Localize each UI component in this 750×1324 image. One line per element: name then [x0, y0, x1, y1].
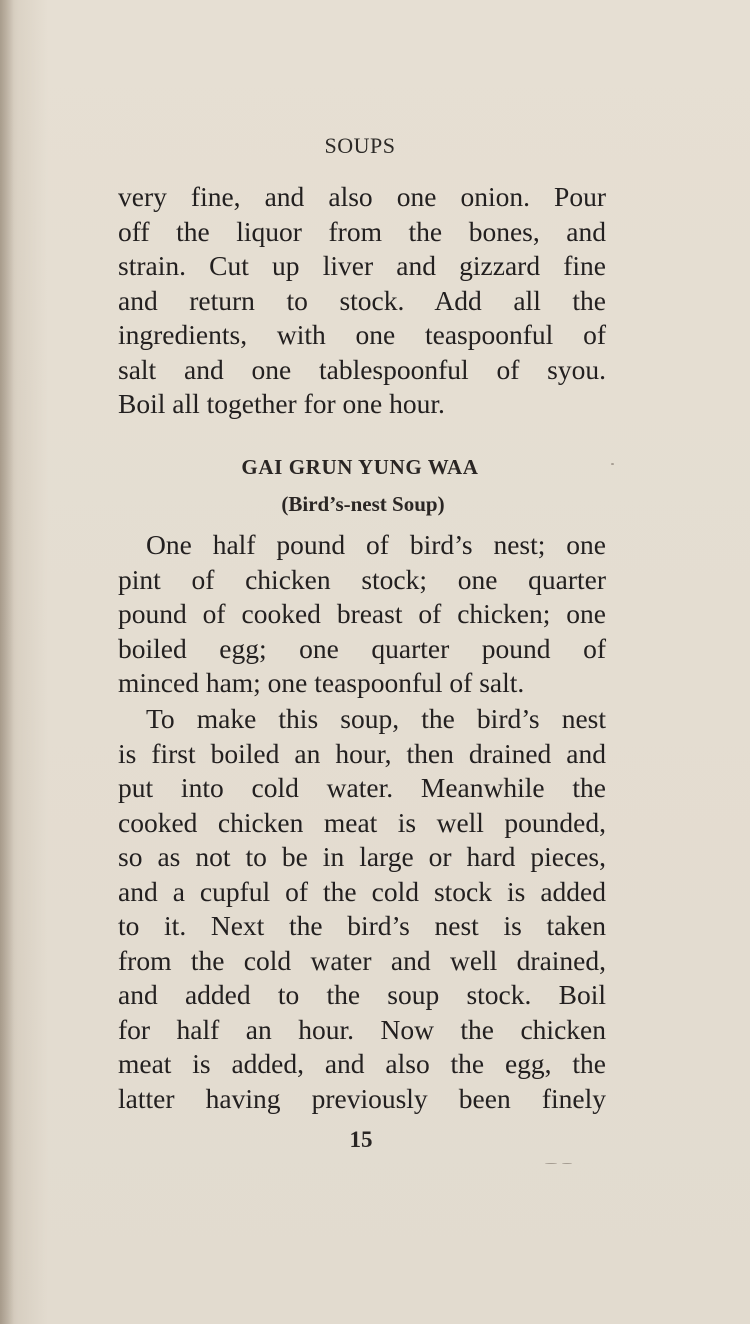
text-line: for half an hour. Now the chicken: [118, 1013, 606, 1045]
ingredients-paragraph: [118, 528, 606, 701]
recipe-subtitle: (Bird’s-nest Soup): [281, 492, 445, 516]
paper-speck: [611, 463, 614, 465]
text-line: Boil all together for one hour.: [118, 388, 445, 419]
text-line: is first boiled an hour, then drained and: [118, 737, 606, 769]
recipe-title: GAI GRUN YUNG WAA: [241, 455, 479, 479]
spine-shadow: [0, 0, 14, 1324]
text-line: to it. Next the bird’s nest is taken: [118, 910, 606, 941]
page-number: 15: [349, 1127, 373, 1152]
text-line: salt and one tablespoonful of syou.: [118, 353, 606, 385]
text-line: boiled egg; one quarter pound of: [118, 632, 606, 664]
text-line: off the liquor from the bones, and: [118, 215, 606, 247]
text-line: strain. Cut up liver and gizzard fine: [118, 250, 606, 281]
paragraph-continuation: [118, 180, 606, 422]
paper-speck: [562, 1163, 572, 1164]
text-line: cooked chicken meat is well pounded,: [118, 806, 606, 838]
text-line: To make this soup, the bird’s nest: [146, 703, 606, 734]
text-line: very fine, and also one onion. Pour: [118, 181, 606, 212]
text-line: pint of chicken stock; one quarter: [118, 563, 606, 595]
method-paragraph: [118, 702, 606, 1116]
text-line: and a cupful of the cold stock is added: [118, 875, 606, 907]
text-line: so as not to be in large or hard pieces,: [118, 841, 606, 872]
paper-speck: [545, 1163, 557, 1164]
text-line: put into cold water. Meanwhile the: [118, 772, 606, 803]
text-line: meat is added, and also the egg, the: [118, 1048, 606, 1079]
text-line: ingredients, with one teaspoonful of: [118, 319, 606, 350]
text-line: pound of cooked breast of chicken; one: [118, 598, 606, 629]
text-line: and return to stock. Add all the: [118, 284, 606, 316]
text-line: and added to the soup stock. Boil: [118, 979, 606, 1010]
text-line: from the cold water and well drained,: [118, 944, 606, 976]
running-head: SOUPS: [324, 133, 396, 158]
text-line: One half pound of bird’s nest; one: [146, 529, 606, 560]
text-line: latter having previously been finely: [118, 1082, 606, 1114]
text-line: minced ham; one teaspoonful of salt.: [118, 667, 525, 698]
